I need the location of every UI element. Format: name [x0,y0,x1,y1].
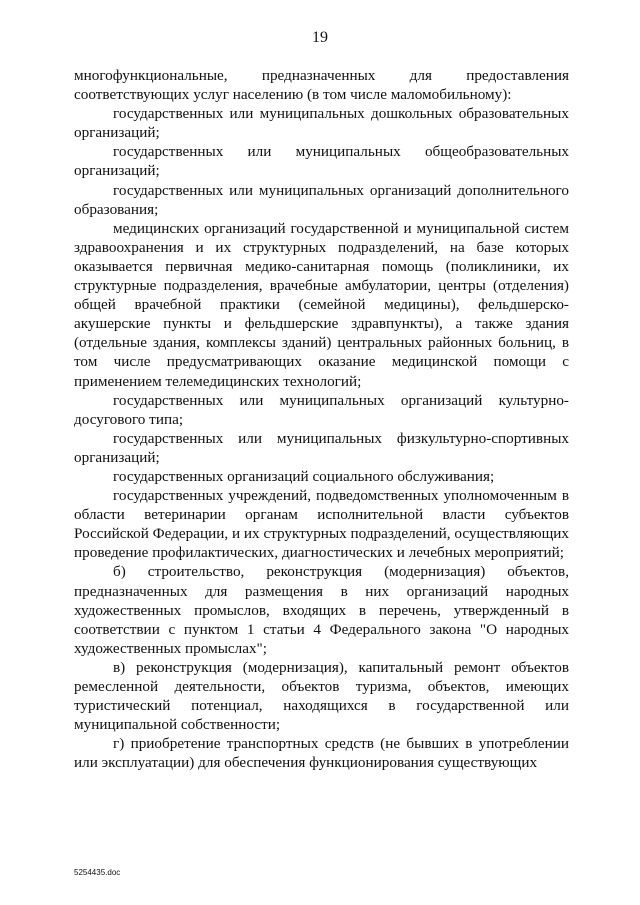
paragraph-cultural: государственных или муниципальных организаций культурно-досугового типа; [74,391,569,428]
paragraph-general-education: государственных или муниципальных общеобразовательных организаций; [74,143,569,180]
document-filename: 5254435.doc [74,868,121,877]
paragraph-veterinary: государственных учреждений, подведомственных уполномоченным в области ветеринарии органам исполнительной власти субъектов Российской Федерации, и их структурных подразделений, осуществляющих проведение профилактических, диагностических и лечебных мероприятий; [74,487,569,562]
paragraph-item-v: в) реконструкция (модернизация), капитальный ремонт объектов ремесленной деятельности, объектов туризма, объектов, имеющих туристический потенциал, находящихся в государственной или муниципальной собственности; [74,658,569,734]
paragraph-sports: государственных или муниципальных физкультурно-спортивных организаций; [74,429,569,466]
page-number: 19 [312,29,328,46]
paragraph-medical: медицинских организаций государственной и муниципальной систем здравоохранения и их структурных подразделений, на базе которых оказывается первичная медико-санитарная помощь (поликлиники, их структурные подразделения, врачебные амбулатории, центры (отделения) общей врачебной практики (семейной медицины), фельдшерско-акушерские пункты и фельдшерские здравпункты), а также здания (отдельные здания, комплексы зданий) центральных районных больниц, в том числе предусматривающих оказание медицинской помощи с применением телемедицинских технологий; [74,219,569,390]
document-body [74,66,569,772]
paragraph-additional-education: государственных или муниципальных организаций дополнительного образования; [74,181,569,218]
paragraph-multifunctional: многофункциональные, предназначенных для предоставления соответствующих услуг населению (в том числе маломобильному): [74,67,569,104]
paragraph-social-service: государственных организаций социального обслуживания; [113,467,495,485]
paragraph-item-g: г) приобретение транспортных средств (не бывших в употреблении или эксплуатации) для обеспечения функционирования существующих [74,735,569,772]
paragraph-item-b: б) строительство, реконструкция (модернизация) объектов, предназначенных для размещения в них организаций народных художественных промыслов, входящих в перечень, утвержденный в соответствии с пунктом 1 статьи 4 Федерального закона "О народных художественных промыслах"; [74,563,569,657]
paragraph-preschool: государственных или муниципальных дошкольных образовательных организаций; [74,105,569,142]
